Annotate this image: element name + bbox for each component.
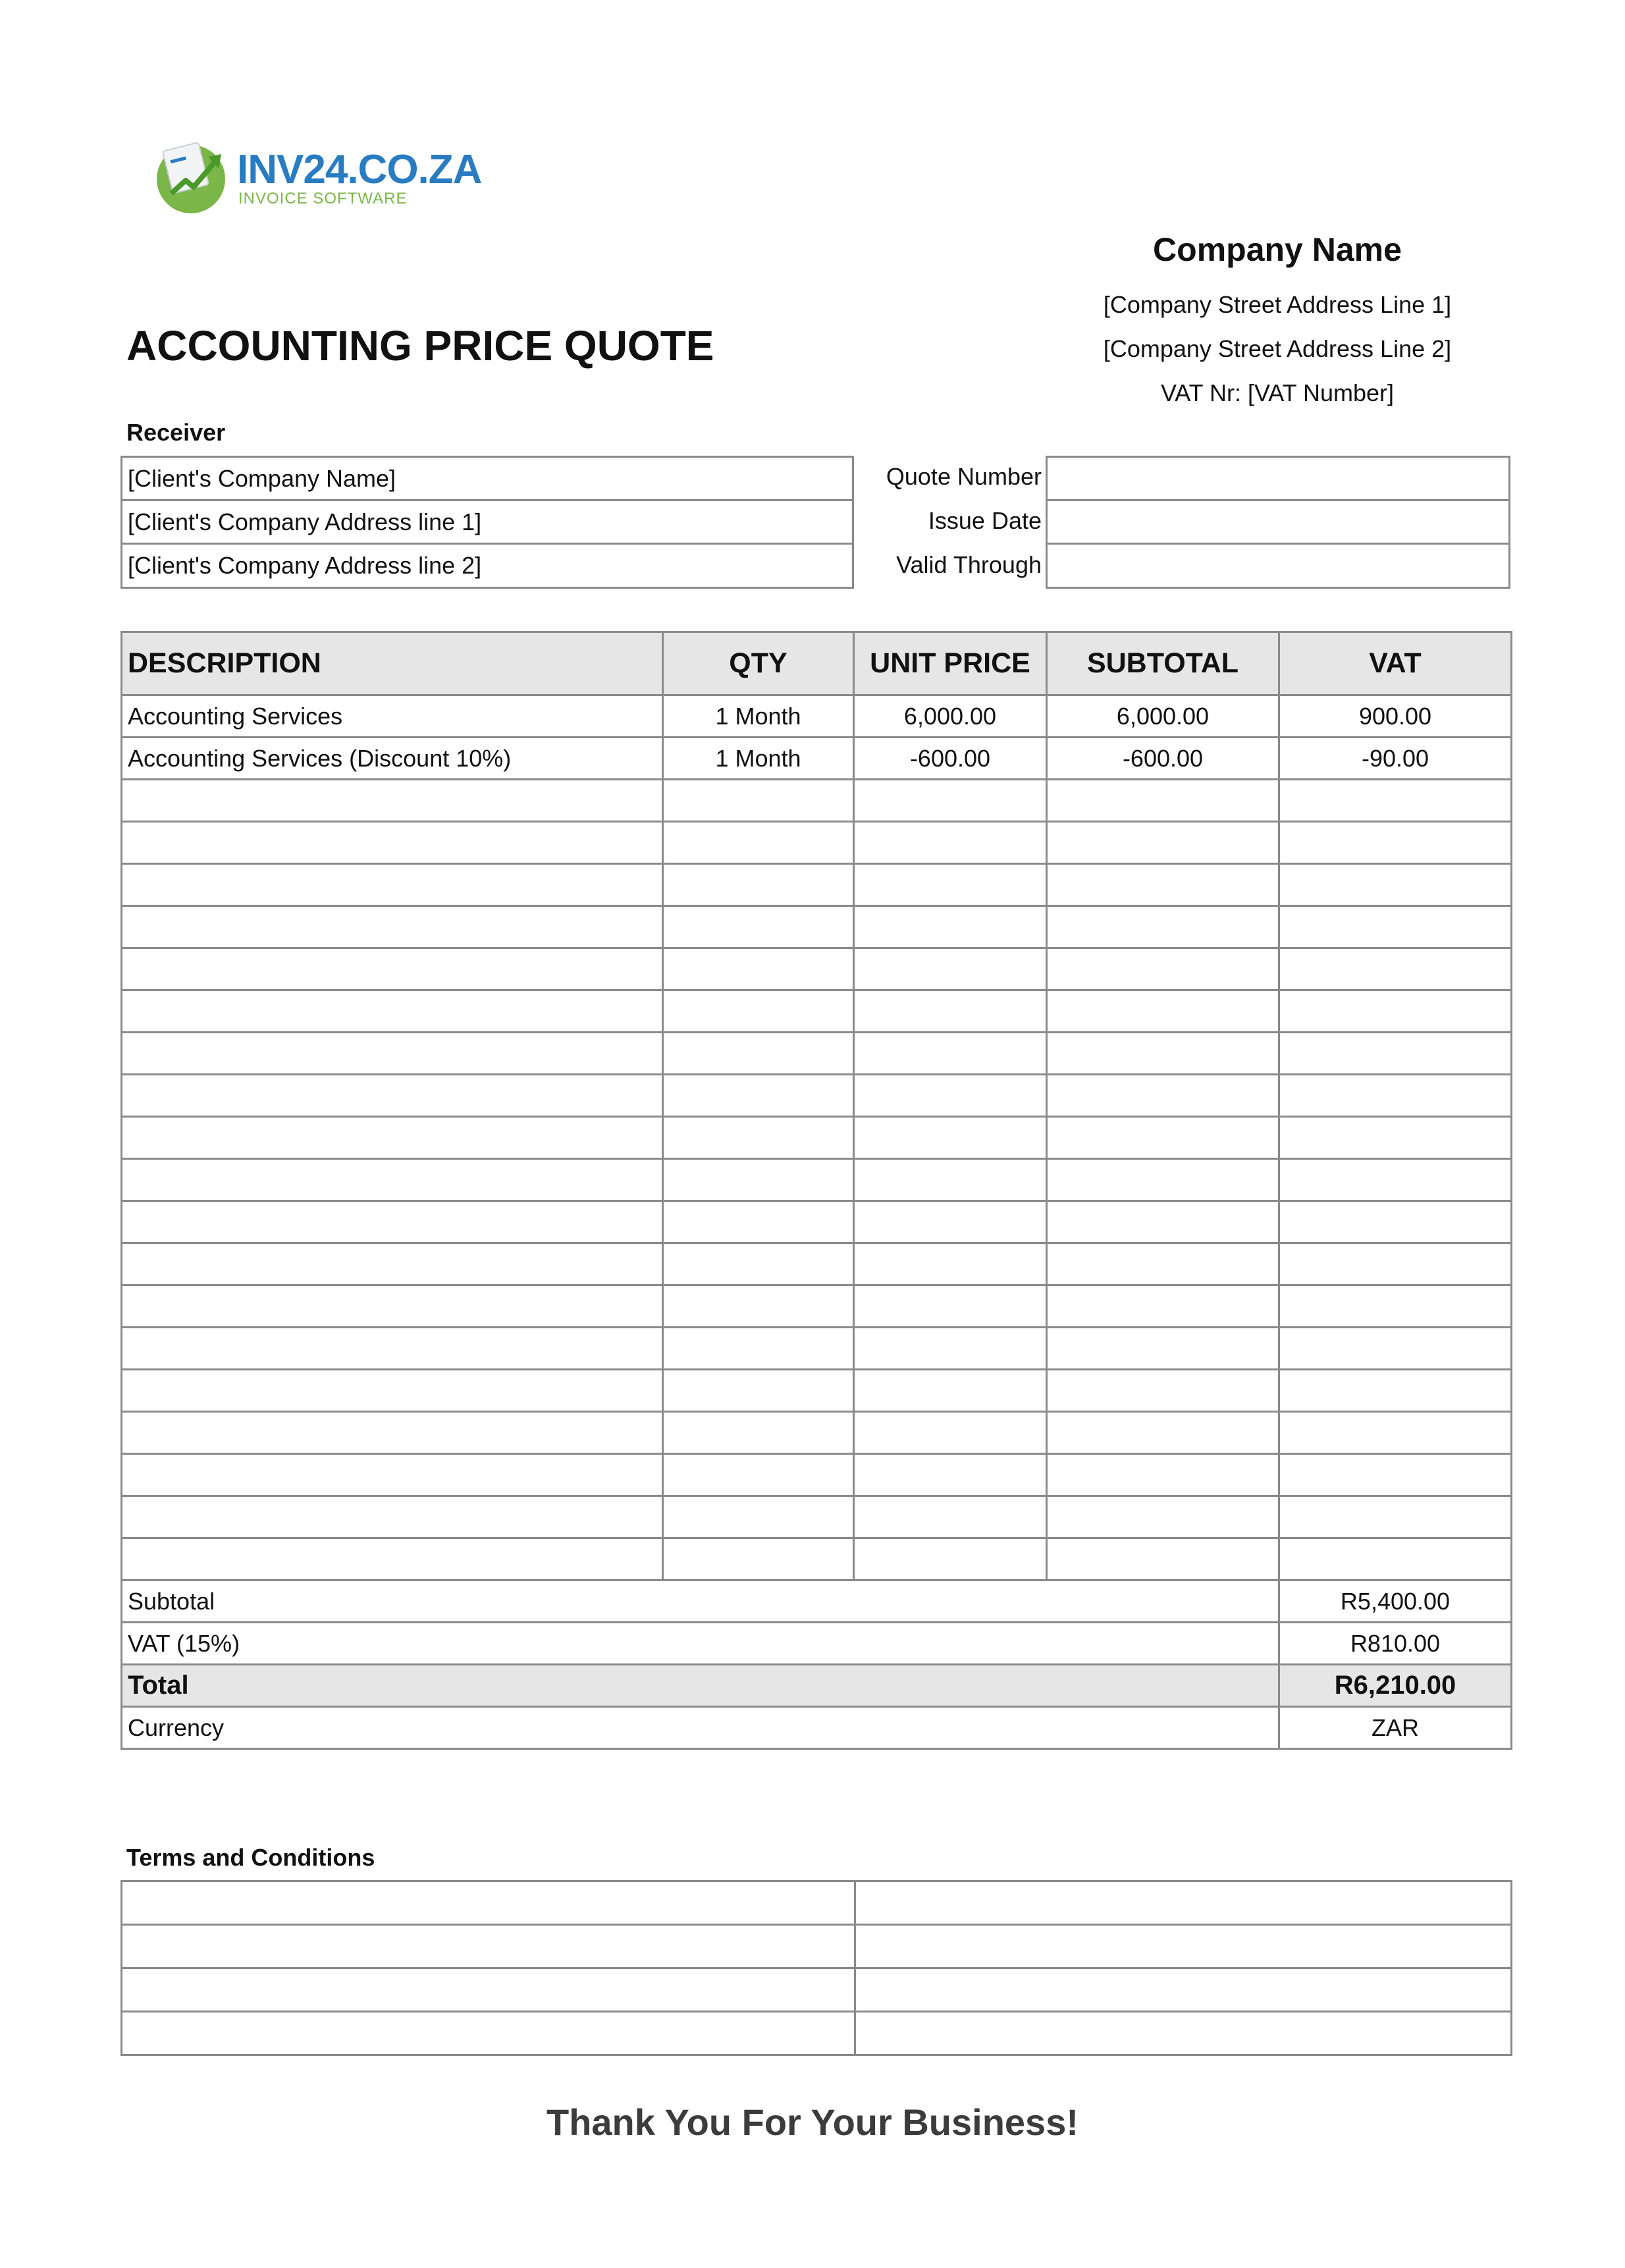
terms-cell-right[interactable] [855, 1881, 1512, 1925]
item-vat[interactable] [1279, 906, 1512, 948]
item-vat[interactable] [1279, 1285, 1512, 1328]
item-qty[interactable] [663, 780, 854, 822]
logo-name: INV24.CO.ZA [237, 147, 482, 192]
table-row [122, 1159, 1512, 1201]
total-label: Total [122, 1665, 1279, 1707]
item-vat[interactable] [1279, 1412, 1512, 1454]
item-vat[interactable] [1279, 1159, 1512, 1201]
total-row [122, 1665, 1512, 1707]
terms-cell-left[interactable] [122, 1968, 855, 2012]
table-row [122, 1412, 1512, 1454]
item-subtotal[interactable] [1047, 1496, 1279, 1538]
item-vat[interactable] [1279, 780, 1512, 822]
items-body [122, 695, 1512, 1749]
quote-meta-box [1046, 456, 1510, 589]
item-unit-price[interactable]: 6,000.00 [854, 695, 1047, 738]
vat-label: VAT (15%) [122, 1623, 1279, 1665]
item-unit-price[interactable] [854, 1454, 1047, 1496]
item-vat[interactable] [1279, 1117, 1512, 1159]
item-description[interactable] [122, 1538, 663, 1580]
item-qty[interactable] [663, 1328, 854, 1370]
currency-row [122, 1707, 1512, 1749]
table-row [122, 1201, 1512, 1243]
item-unit-price[interactable] [854, 906, 1047, 948]
item-description[interactable] [122, 1201, 663, 1243]
item-description[interactable] [122, 822, 663, 864]
table-row [122, 1033, 1512, 1075]
item-unit-price[interactable] [854, 780, 1047, 822]
item-description[interactable] [122, 1075, 663, 1117]
company-name: Company Name [1153, 231, 1402, 268]
item-qty[interactable] [663, 1538, 854, 1580]
item-unit-price[interactable] [854, 1538, 1047, 1580]
item-subtotal[interactable] [1047, 1412, 1279, 1454]
item-subtotal[interactable] [1047, 1243, 1279, 1285]
item-subtotal[interactable] [1047, 822, 1279, 864]
item-unit-price[interactable] [854, 1075, 1047, 1117]
logo [153, 138, 482, 217]
valid-through-label: Valid Through [896, 551, 1042, 578]
item-unit-price[interactable] [854, 1328, 1047, 1370]
item-subtotal[interactable] [1047, 780, 1279, 822]
header-subtotal: SUBTOTAL [1047, 632, 1279, 695]
item-description[interactable] [122, 990, 663, 1033]
item-subtotal[interactable] [1047, 1201, 1279, 1243]
total-value: R6,210.00 [1279, 1665, 1512, 1707]
item-description[interactable] [122, 1033, 663, 1075]
item-vat[interactable] [1279, 1454, 1512, 1496]
item-subtotal[interactable] [1047, 1328, 1279, 1370]
item-subtotal[interactable] [1047, 1370, 1279, 1412]
issue-date-label: Issue Date [928, 507, 1042, 534]
terms-cell-left[interactable] [122, 1925, 855, 1968]
item-qty[interactable] [663, 1285, 854, 1328]
item-unit-price[interactable] [854, 948, 1047, 990]
table-row [122, 1117, 1512, 1159]
terms-table [120, 1880, 1512, 2056]
item-qty[interactable] [663, 1243, 854, 1285]
item-description[interactable] [122, 1370, 663, 1412]
item-unit-price[interactable] [854, 864, 1047, 906]
table-row [122, 822, 1512, 864]
item-vat[interactable] [1279, 1243, 1512, 1285]
item-qty[interactable] [663, 864, 854, 906]
item-description[interactable] [122, 1454, 663, 1496]
items-header-row [122, 632, 1512, 695]
items-table [120, 631, 1512, 1750]
item-subtotal[interactable] [1047, 1285, 1279, 1328]
item-qty[interactable] [663, 990, 854, 1033]
item-vat[interactable] [1279, 1496, 1512, 1538]
item-vat[interactable] [1279, 1370, 1512, 1412]
item-qty[interactable] [663, 1033, 854, 1075]
table-row [122, 906, 1512, 948]
table-row [122, 948, 1512, 990]
item-qty[interactable] [663, 822, 854, 864]
item-unit-price[interactable] [854, 1370, 1047, 1412]
item-subtotal[interactable] [1047, 1117, 1279, 1159]
item-qty[interactable] [663, 1117, 854, 1159]
item-vat[interactable] [1279, 1075, 1512, 1117]
item-description[interactable]: Accounting Services (Discount 10%) [122, 738, 663, 780]
item-subtotal[interactable] [1047, 1159, 1279, 1201]
item-unit-price[interactable] [854, 822, 1047, 864]
item-description[interactable] [122, 1159, 663, 1201]
terms-cell-left[interactable] [122, 1881, 855, 1925]
terms-row [122, 2012, 1512, 2055]
receiver-box [120, 456, 854, 589]
subtotal-value: R5,400.00 [1279, 1580, 1512, 1623]
quote-number-field[interactable] [1048, 458, 1508, 501]
item-description[interactable] [122, 948, 663, 990]
terms-row [122, 1881, 1512, 1925]
table-row [122, 990, 1512, 1033]
logo-tagline: INVOICE SOFTWARE [238, 190, 408, 207]
receiver-label: Receiver [126, 419, 226, 446]
terms-cell-right[interactable] [855, 2012, 1512, 2055]
item-qty[interactable] [663, 1159, 854, 1201]
item-subtotal[interactable]: -600.00 [1047, 738, 1279, 780]
vat-value: R810.00 [1279, 1623, 1512, 1665]
header-qty: QTY [663, 632, 854, 695]
item-qty[interactable] [663, 948, 854, 990]
company-address-line-2: [Company Street Address Line 2] [1103, 335, 1452, 362]
item-unit-price[interactable] [854, 1033, 1047, 1075]
terms-cell-right[interactable] [855, 1925, 1512, 1968]
item-unit-price[interactable]: -600.00 [854, 738, 1047, 780]
item-unit-price[interactable] [854, 1285, 1047, 1328]
item-subtotal[interactable] [1047, 864, 1279, 906]
table-row [122, 1328, 1512, 1370]
table-row [122, 695, 1512, 738]
item-qty[interactable] [663, 1496, 854, 1538]
terms-row [122, 1968, 1512, 2012]
item-qty[interactable]: 1 Month [663, 695, 854, 738]
item-vat[interactable] [1279, 948, 1512, 990]
header-unit-price: UNIT PRICE [854, 632, 1047, 695]
item-subtotal[interactable] [1047, 1075, 1279, 1117]
item-qty[interactable] [663, 1454, 854, 1496]
item-qty[interactable] [663, 1201, 854, 1243]
document-title: ACCOUNTING PRICE QUOTE [126, 322, 714, 369]
item-description[interactable] [122, 1243, 663, 1285]
item-qty[interactable] [663, 1412, 854, 1454]
item-description[interactable] [122, 864, 663, 906]
table-row [122, 780, 1512, 822]
item-description[interactable]: Accounting Services [122, 695, 663, 738]
terms-row [122, 1925, 1512, 1968]
currency-label: Currency [122, 1707, 1279, 1749]
item-subtotal[interactable] [1047, 948, 1279, 990]
company-vat-number: VAT Nr: [VAT Number] [1160, 379, 1395, 406]
vat-row [122, 1623, 1512, 1665]
item-vat[interactable] [1279, 1328, 1512, 1370]
receiver-address-line-2[interactable]: [Client's Company Address line 2] [128, 552, 482, 579]
item-unit-price[interactable] [854, 1243, 1047, 1285]
table-row [122, 864, 1512, 906]
item-qty[interactable] [663, 906, 854, 948]
terms-cell-right[interactable] [855, 1968, 1512, 2012]
item-description[interactable] [122, 1328, 663, 1370]
receiver-company-name[interactable]: [Client's Company Name] [122, 458, 852, 501]
quote-meta-labels [856, 456, 1042, 588]
item-vat[interactable] [1279, 822, 1512, 864]
item-qty[interactable]: 1 Month [663, 738, 854, 780]
item-description[interactable] [122, 1285, 663, 1328]
item-unit-price[interactable] [854, 1201, 1047, 1243]
item-subtotal[interactable] [1047, 906, 1279, 948]
item-description[interactable] [122, 1117, 663, 1159]
table-row [122, 1285, 1512, 1328]
item-vat[interactable]: 900.00 [1279, 695, 1512, 738]
table-row [122, 1243, 1512, 1285]
item-subtotal[interactable]: 6,000.00 [1047, 695, 1279, 738]
receiver-address-line-1[interactable]: [Client's Company Address line 1] [122, 501, 852, 545]
currency-value: ZAR [1279, 1707, 1512, 1749]
terms-label: Terms and Conditions [126, 1844, 375, 1871]
item-subtotal[interactable] [1047, 1538, 1279, 1580]
subtotal-label: Subtotal [122, 1580, 1279, 1623]
item-unit-price[interactable] [854, 1496, 1047, 1538]
item-unit-price[interactable] [854, 990, 1047, 1033]
item-qty[interactable] [663, 1370, 854, 1412]
thank-you-message: Thank You For Your Business! [546, 2101, 1079, 2143]
table-row [122, 1370, 1512, 1412]
item-vat[interactable] [1279, 1538, 1512, 1580]
item-description[interactable] [122, 1412, 663, 1454]
table-row [122, 1538, 1512, 1580]
header-vat: VAT [1279, 632, 1512, 695]
header-description: DESCRIPTION [122, 632, 663, 695]
item-vat[interactable]: -90.00 [1279, 738, 1512, 780]
company-info [1047, 227, 1508, 415]
terms-cell-left[interactable] [122, 2012, 855, 2055]
logo-mark-icon [153, 138, 232, 217]
item-description[interactable] [122, 780, 663, 822]
item-description[interactable] [122, 906, 663, 948]
table-row [122, 1075, 1512, 1117]
item-vat[interactable] [1279, 1201, 1512, 1243]
terms-body [122, 1881, 1512, 2055]
table-row [122, 738, 1512, 780]
item-subtotal[interactable] [1047, 1033, 1279, 1075]
item-subtotal[interactable] [1047, 990, 1279, 1033]
company-address-line-1: [Company Street Address Line 1] [1103, 291, 1452, 318]
quote-number-label: Quote Number [886, 463, 1042, 490]
table-row [122, 1454, 1512, 1496]
item-vat[interactable] [1279, 1033, 1512, 1075]
item-qty[interactable] [663, 1075, 854, 1117]
item-description[interactable] [122, 1496, 663, 1538]
valid-through-field[interactable] [1048, 545, 1508, 588]
item-vat[interactable] [1279, 864, 1512, 906]
item-unit-price[interactable] [854, 1412, 1047, 1454]
item-unit-price[interactable] [854, 1159, 1047, 1201]
issue-date-field[interactable] [1048, 501, 1508, 545]
item-unit-price[interactable] [854, 1117, 1047, 1159]
item-subtotal[interactable] [1047, 1454, 1279, 1496]
table-row [122, 1496, 1512, 1538]
item-vat[interactable] [1279, 990, 1512, 1033]
subtotal-row [122, 1580, 1512, 1623]
